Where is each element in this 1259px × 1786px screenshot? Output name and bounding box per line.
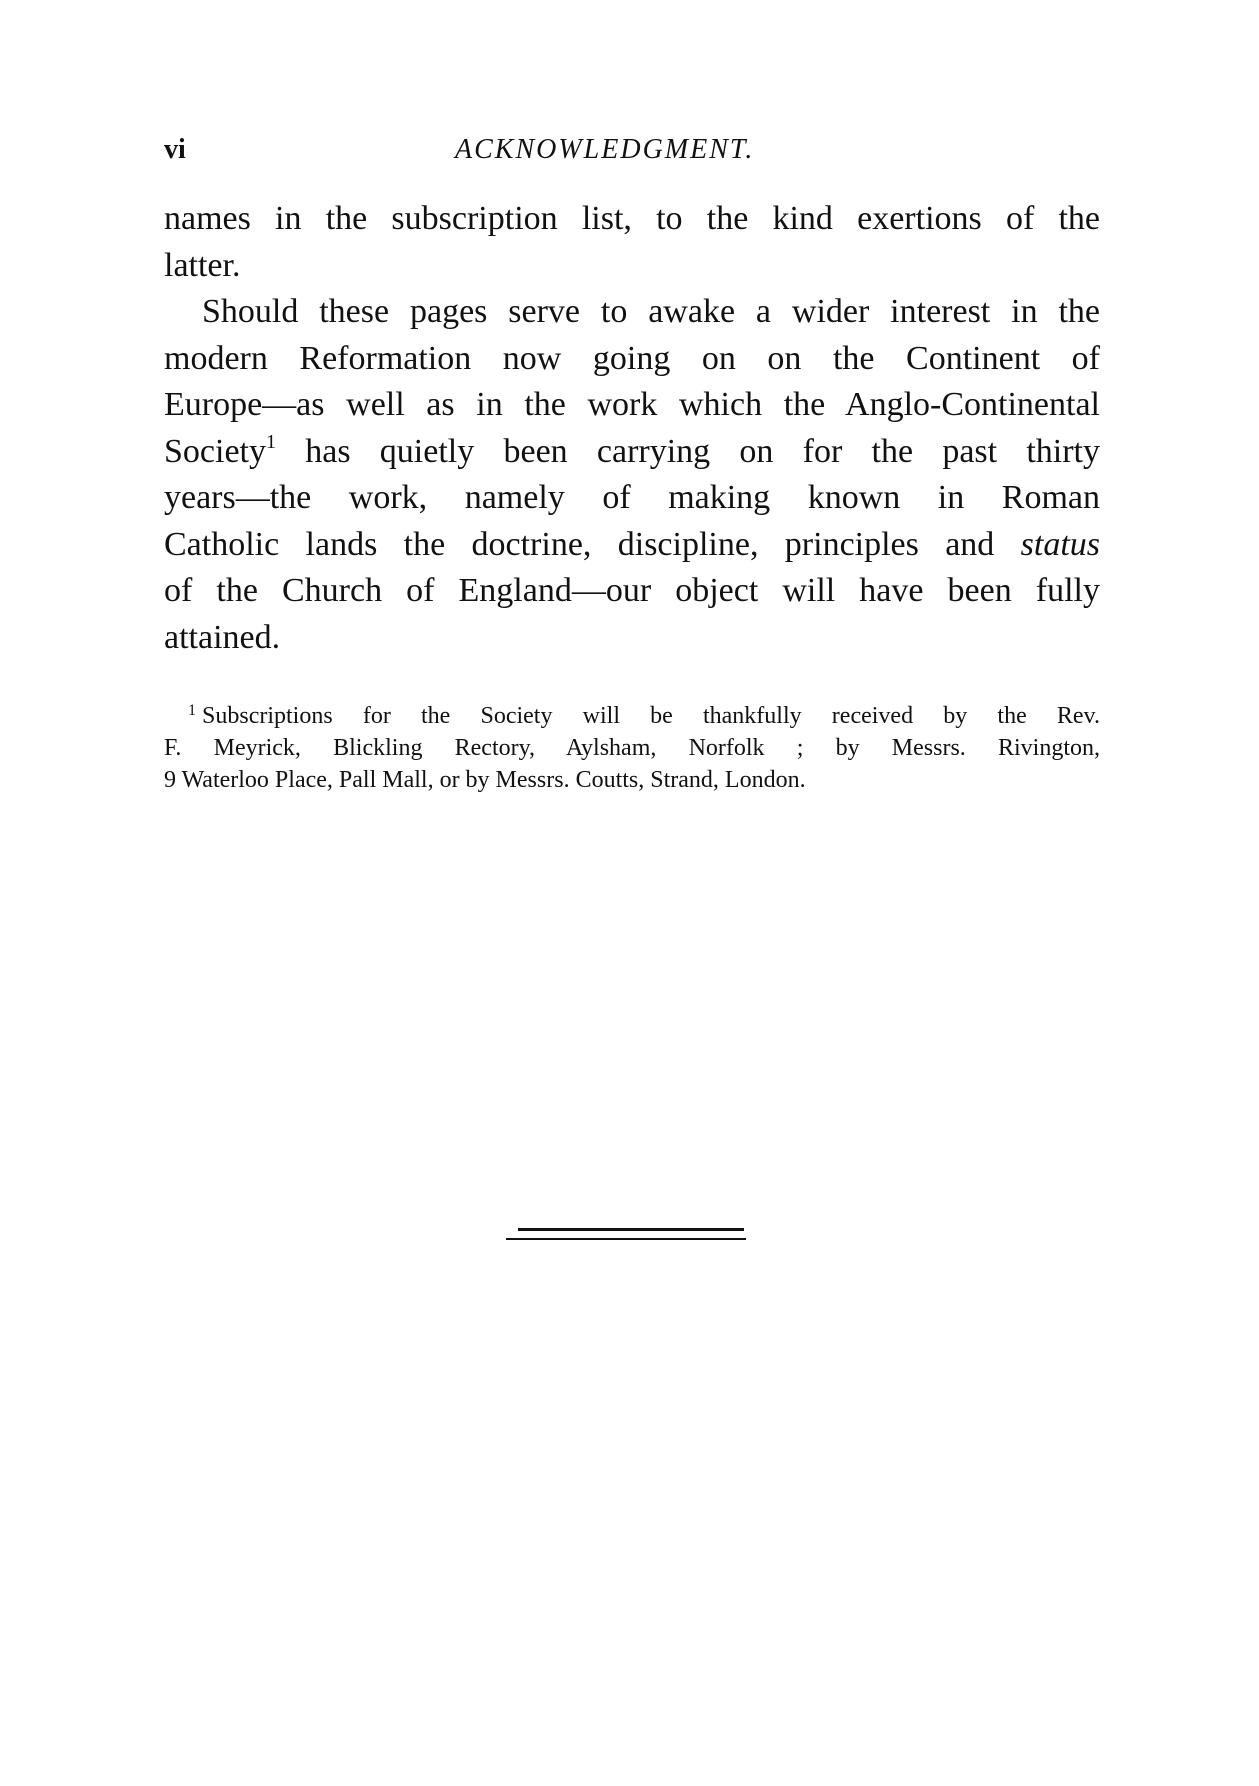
text-segment: has quietly been carrying on for the past thirty xyxy=(305,432,1100,470)
end-ornament-rule xyxy=(506,1228,746,1244)
body-text xyxy=(164,196,1100,661)
italic-word: status xyxy=(1020,525,1101,563)
text-line-with-italic xyxy=(164,522,1100,569)
text-line: Europe—as well as in the work which the Anglo-Continental xyxy=(164,386,1100,423)
text-line: years—the work, namely of making known in Roman xyxy=(164,479,1100,516)
footnote-line: F. Meyrick, Blickling Rectory, Aylsham, Norfolk ; by Messrs. Rivington, xyxy=(164,735,1100,761)
footnote xyxy=(164,700,1100,796)
text-segment: Catholic lands the doctrine, discipline, principles and xyxy=(164,525,995,563)
text-segment: Subscriptions for the Society will be thankfully received by the Rev. xyxy=(202,703,1100,729)
text-line: attained. xyxy=(164,618,281,656)
paragraph-first-line: Should these pages serve to awake a wider interest in the xyxy=(202,293,1100,330)
running-head xyxy=(164,134,1104,174)
footnote-line xyxy=(164,700,1100,732)
footnote-marker: 1 xyxy=(188,702,196,719)
text-line-with-footnote-ref xyxy=(164,429,1100,476)
text-line: latter. xyxy=(164,246,241,284)
footnote-line: 9 Waterloo Place, Pall Mall, or by Messrs. Coutts, Strand, London. xyxy=(164,767,806,793)
text-line: names in the subscription list, to the kind exertions of the xyxy=(164,200,1100,237)
text-line: of the Church of England—our object will have been fully xyxy=(164,572,1100,609)
text-line: modern Reformation now going on on the Continent of xyxy=(164,339,1100,377)
rule-line xyxy=(518,1228,744,1231)
running-title: ACKNOWLEDGMENT. xyxy=(455,134,755,165)
footnote-reference: 1 xyxy=(265,430,276,453)
rule-line xyxy=(506,1238,746,1240)
page-number: vi xyxy=(164,134,186,165)
text-segment: Society xyxy=(164,432,266,470)
